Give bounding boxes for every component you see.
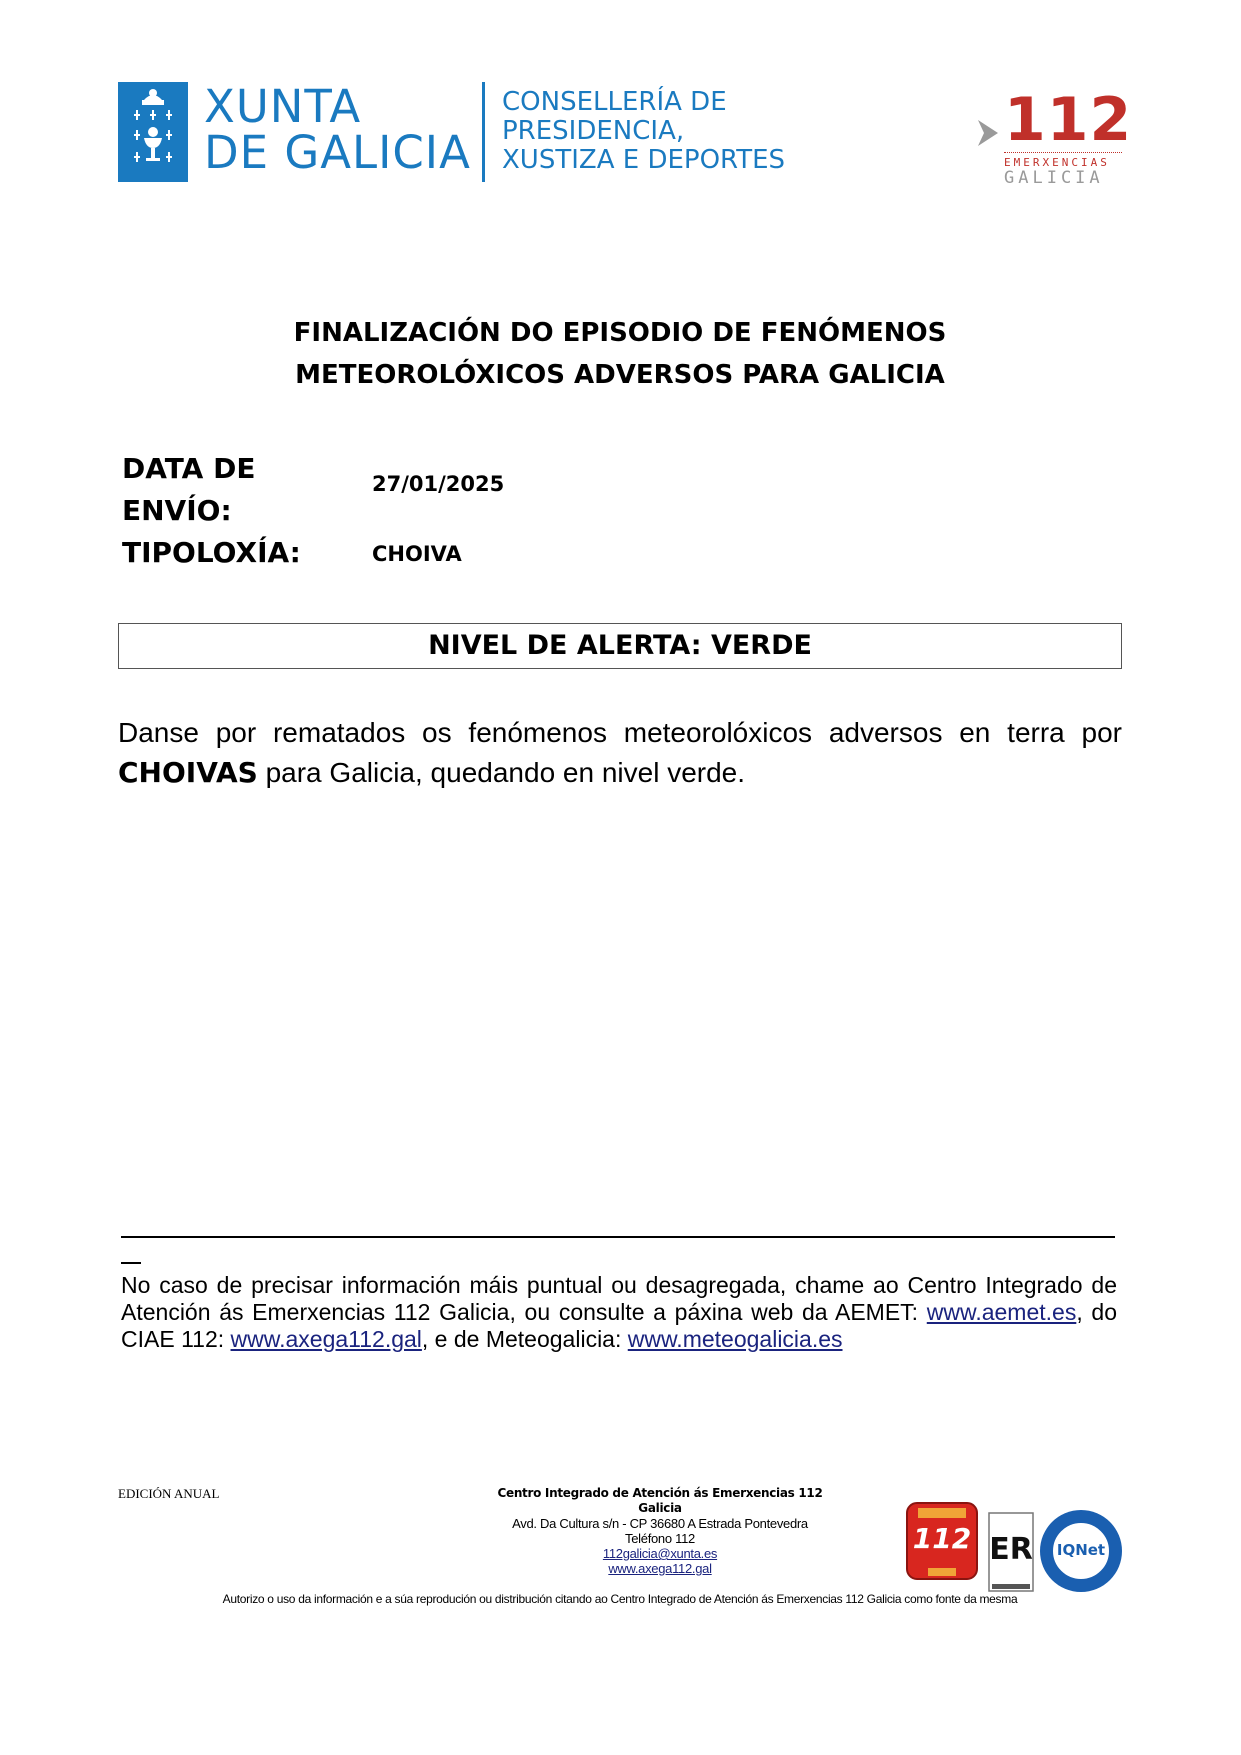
xunta-name-line2: DE GALICIA xyxy=(204,126,471,179)
xunta-name-line1: XUNTA xyxy=(204,80,362,133)
link-meteogalicia[interactable]: www.meteogalicia.es xyxy=(627,1326,843,1352)
footer-address: Avd. Da Cultura s/n - CP 36680 A Estrada Pontevedra xyxy=(512,1516,808,1531)
footer-contact xyxy=(440,1486,880,1576)
logo-112-emerxencias: EMERXENCIAS xyxy=(1004,156,1110,169)
logo-112-number: 112 xyxy=(1004,85,1133,155)
xunta-name xyxy=(204,80,471,179)
type-value: CHOIVA xyxy=(372,542,462,566)
body-emphasis: CHOIVAS xyxy=(118,756,258,789)
edition-label: EDICIÓN ANUAL xyxy=(118,1486,220,1501)
cert-aenor-er-logo xyxy=(988,1512,1034,1592)
link-aemet[interactable]: www.aemet.es xyxy=(926,1299,1077,1325)
conselleria-line1: CONSELLERÍA DE xyxy=(502,87,727,117)
body-paragraph xyxy=(118,713,1122,793)
separator-line xyxy=(121,1236,1115,1238)
date-label-line1: DATA DE xyxy=(122,452,256,485)
footer-center-line2: Galicia xyxy=(638,1501,682,1515)
logo-divider xyxy=(482,82,485,182)
logo-112-rule xyxy=(1004,152,1122,153)
date-label-line2: ENVÍO: xyxy=(122,494,232,527)
conselleria-line2: PRESIDENCIA, xyxy=(502,116,685,146)
type-label: TIPOLOXÍA: xyxy=(122,536,301,569)
info-paragraph xyxy=(121,1272,1117,1353)
logo-112-galicia: GALICIA xyxy=(1004,168,1104,188)
date-value: 27/01/2025 xyxy=(372,472,505,496)
authorization-note: Autorizo o uso da información e a súa reprodución ou distribución citando ao Centro Integrado de Atención ás Emerxencias 112 Galicia como fonte da mesma xyxy=(222,1592,1018,1606)
alert-level-box: NIVEL DE ALERTA: VERDE xyxy=(118,623,1122,669)
date-label xyxy=(122,448,255,532)
title-line1: FINALIZACIÓN DO EPISODIO DE FENÓMENOS xyxy=(293,318,947,348)
info-text2: , do CIAE 112: xyxy=(121,1299,1117,1352)
footer-web-link[interactable]: www.axega112.gal xyxy=(608,1561,712,1576)
cert-iqnet-text: IQNet xyxy=(1056,1541,1106,1559)
cert-iqnet-logo xyxy=(1038,1508,1124,1594)
separator-line-tail xyxy=(121,1262,141,1264)
conselleria-name xyxy=(502,88,785,175)
footer-center-line1: Centro Integrado de Atención ás Emerxencias 112 xyxy=(497,1486,823,1500)
body-part1: Danse por rematados os fenómenos meteorolóxicos adversos en terra por xyxy=(118,717,1122,748)
body-part2: para Galicia, quedando en nivel verde. xyxy=(257,757,746,788)
cert-112-quality-logo xyxy=(906,1502,978,1580)
cert-112-number: 112 xyxy=(912,1522,972,1555)
footer-phone: Teléfono 112 xyxy=(625,1531,695,1546)
document-title xyxy=(150,312,1090,396)
title-line2: METEOROLÓXICOS ADVERSOS PARA GALICIA xyxy=(295,360,945,390)
chevron-arrow-icon xyxy=(976,118,1002,153)
info-text3: , e de Meteogalicia: xyxy=(421,1326,628,1352)
xunta-shield-logo xyxy=(118,82,188,182)
footer-email-link[interactable]: 112galicia@xunta.es xyxy=(602,1546,718,1561)
info-text1: No caso de precisar información máis puntual ou desagregada, chame ao Centro Integrado de Atención ás Emerxencias 112 Galicia, ou consulte a páxina web da AEMET: xyxy=(121,1272,1117,1325)
conselleria-line3: XUSTIZA E DEPORTES xyxy=(502,145,786,175)
cert-er-letters: ER xyxy=(989,1532,1033,1567)
link-axega112[interactable]: www.axega112.gal xyxy=(230,1326,422,1352)
